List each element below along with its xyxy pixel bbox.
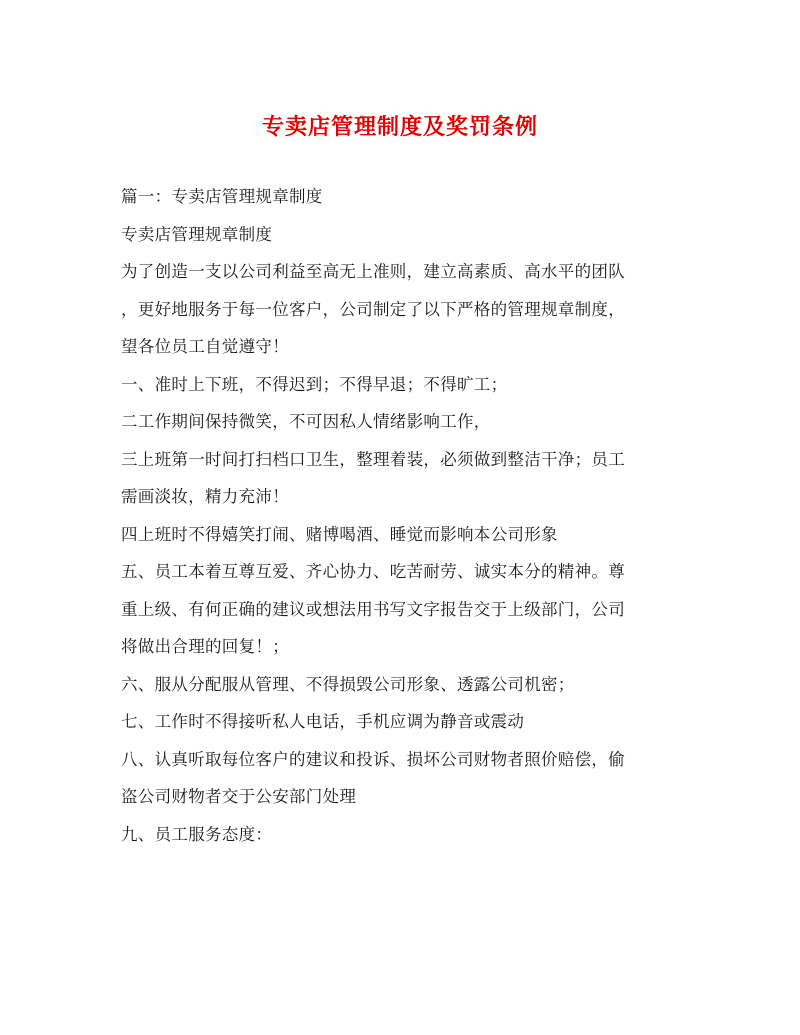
rule-item-3: 三上班第一时间打扫档口卫生，整理着装，必须做到整洁干净；员工 [121,449,625,469]
rule-item-3-cont: 需画淡妆，精力充沛！ [121,487,289,506]
paragraph-line: ，更好地服务于每一位客户，公司制定了以下严格的管理规章制度， [121,299,625,319]
rule-item-2: 二工作期间保持微笑，不可因私人情绪影响工作， [121,412,491,431]
rule-item-9: 九、员工服务态度： [121,824,273,844]
rule-item-4: 四上班时不得嬉笑打闹、赌博喝酒、睡觉而影响本公司形象 [121,524,558,544]
rule-item-8-cont: 盗公司财物者交于公安部门处理 [121,787,357,806]
document-body [121,178,681,853]
paragraph-line: 望各位员工自觉遵守！ [121,337,289,356]
rule-item-5-cont: 重上级、有何正确的建议或想法用书写文字报告交于上级部门，公司 [121,599,625,619]
rule-item-5-cont: 将做出合理的回复！； [121,637,289,656]
document-title: 专卖店管理制度及奖罚条例 [261,114,538,140]
rule-item-6: 六、服从分配服从管理、不得损毁公司形象、透露公司机密； [121,674,575,694]
section-heading: 篇一：专卖店管理规章制度 [121,187,323,206]
rule-item-8: 八、认真听取每位客户的建议和投诉、损坏公司财物者照价赔偿，偷 [121,749,625,769]
rule-item-7: 七、工作时不得接听私人电话，手机应调为静音或震动 [121,712,525,731]
subsection-heading: 专卖店管理规章制度 [121,224,273,244]
paragraph-line: 为了创造一支以公司利益至高无上准则，建立高素质、高水平的团队 [121,262,625,281]
rule-item-1: 一、准时上下班，不得迟到；不得早退；不得旷工； [121,374,508,394]
rule-item-5: 五、员工本着互尊互爱、齐心协力、吃苦耐劳、诚实本分的精神。尊 [121,562,625,581]
